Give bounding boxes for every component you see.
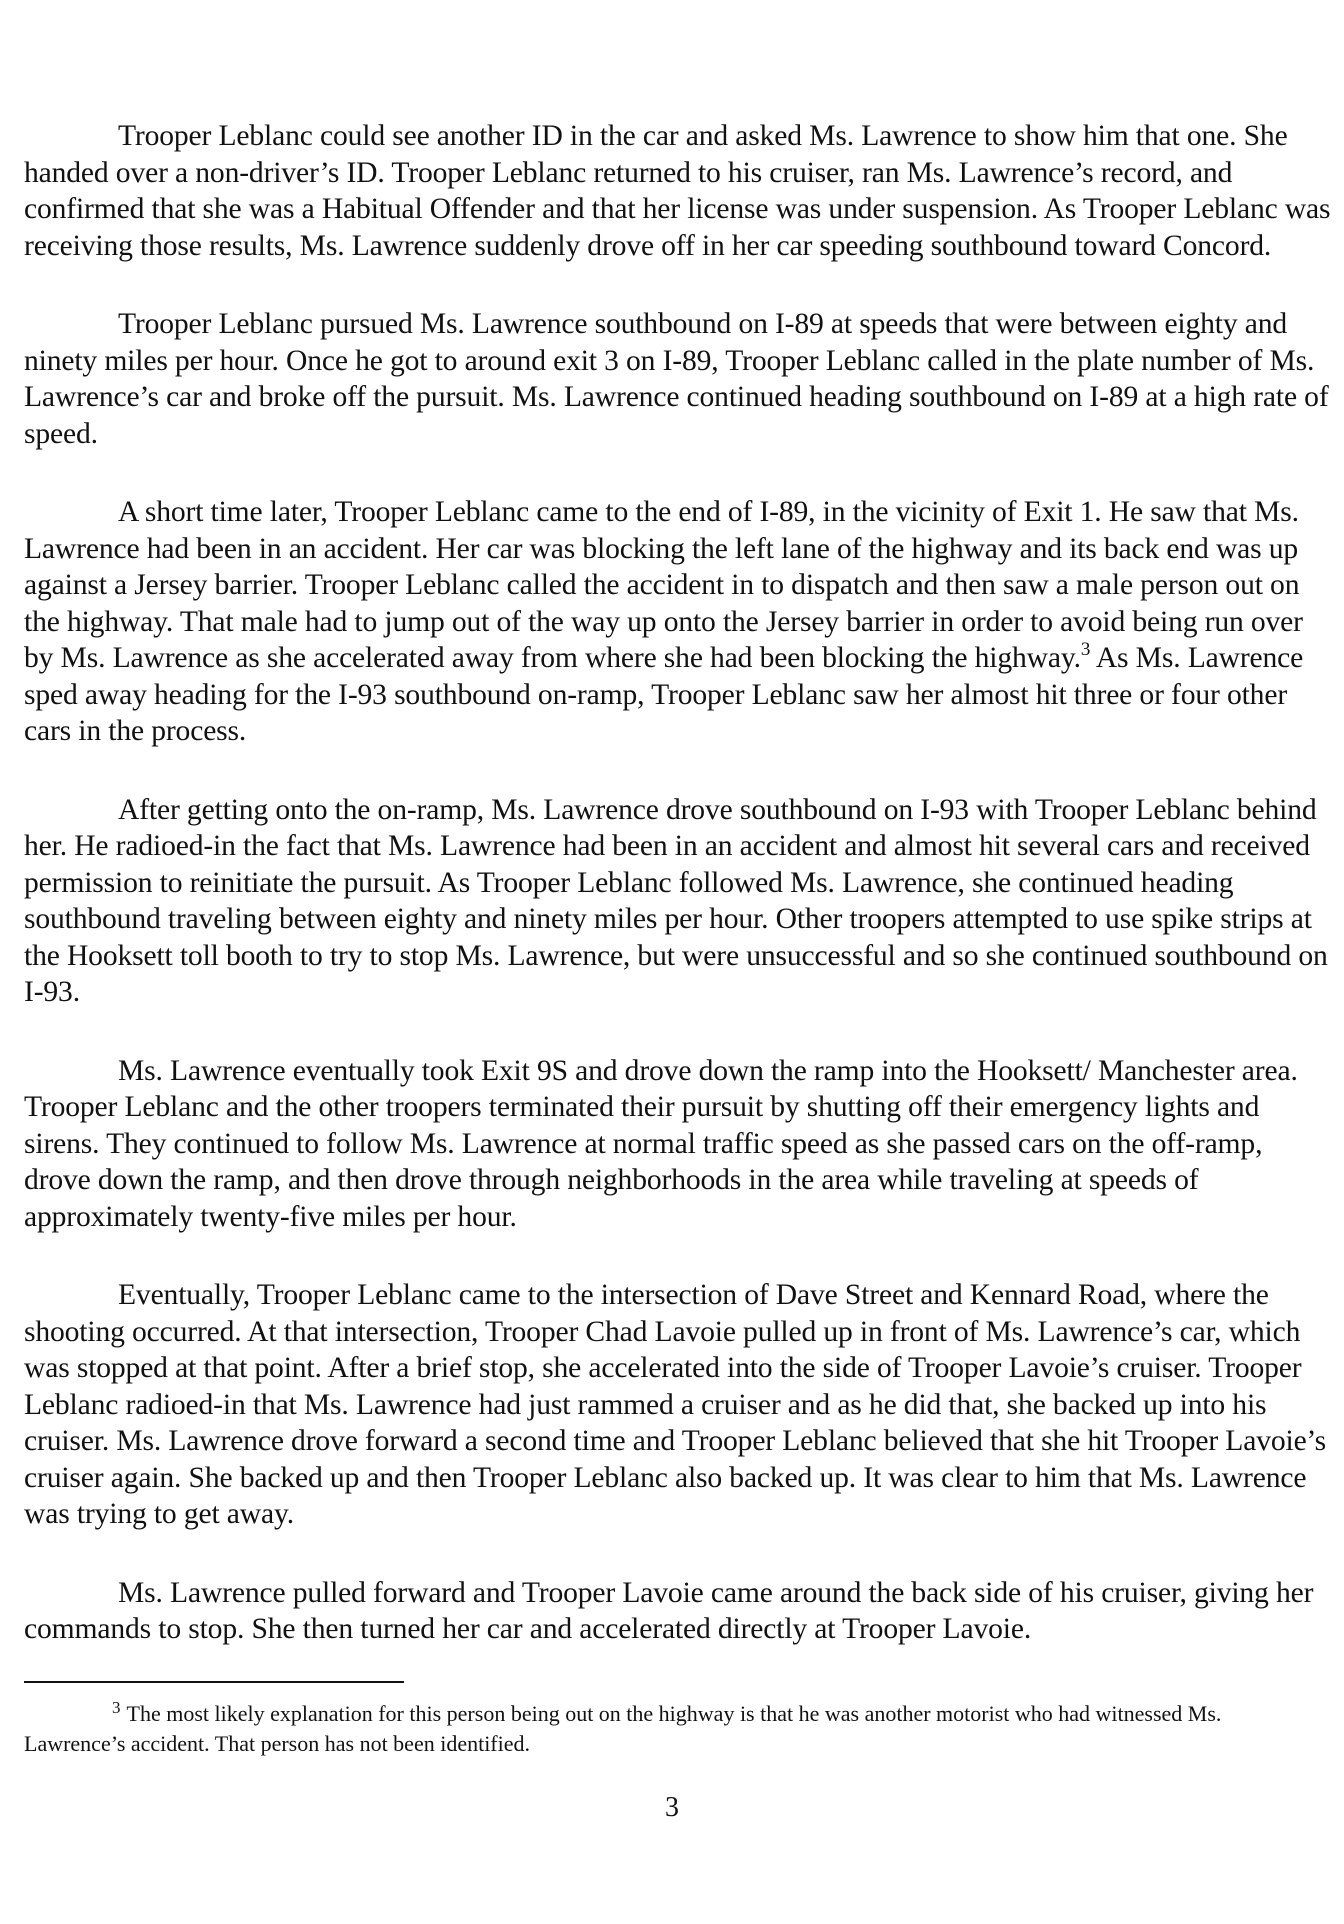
paragraph — [24, 1053, 1334, 1236]
footnote — [24, 1699, 1324, 1759]
paragraph-text: Ms. Lawrence eventually took Exit 9S and drove down the ramp into the Hooksett/ Manchester area. Trooper Leblanc and the other troopers terminated their pursuit by shutting off their emergency lights and sirens. They continued to follow Ms. Lawrence at normal traffic speed as she passed cars on the off-ramp, drove down the ramp, and then drove through neighborhoods in the area while traveling at speeds of approximately twenty-five miles per hour. — [24, 1054, 1298, 1233]
paragraph — [24, 118, 1334, 264]
footnote-reference[interactable]: 3 — [1080, 639, 1091, 660]
paragraph-text: Trooper Leblanc pursued Ms. Lawrence southbound on I-89 at speeds that were between eighty and ninety miles per hour. Once he got to around exit 3 on I-89, Trooper Leblanc called in the plate number of Ms. Lawrence’s car and broke off the pursuit. Ms. Lawrence continued heading southbound on I-89 at a high rate of speed. — [24, 308, 1329, 450]
paragraph-text: Trooper Leblanc could see another ID in the car and asked Ms. Lawrence to show him that one. She handed over a non-driver’s ID. Trooper Leblanc returned to his cruiser, ran Ms. Lawrence’s record, and confirmed that she was a Habitual Offender and that her license was under suspension. As Trooper Leblanc was receiving those results, Ms. Lawrence suddenly drove off in her car speeding southbound toward Concord. — [24, 120, 1331, 262]
footnote-number: 3 — [112, 1698, 121, 1717]
paragraph — [24, 1575, 1334, 1648]
paragraph-text: After getting onto the on-ramp, Ms. Lawrence drove southbound on I-93 with Trooper Leblanc behind her. He radioed-in the fact that Ms. Lawrence had been in an accident and almost hit several cars and received permission to reinitiate the pursuit. As Trooper Leblanc followed Ms. Lawrence, she continued heading southbound traveling between eighty and ninety miles per hour. Other troopers attempted to use spike strips at the Hooksett toll booth to try to stop Ms. Lawrence, but were unsuccessful and so she continued southbound on I-93. — [24, 793, 1328, 1008]
footnote-divider — [24, 1681, 404, 1683]
footnote-text: The most likely explanation for this person being out on the highway is that he was another motorist who had witnessed Ms. Lawrence’s accident. That person has not been identified. — [24, 1701, 1222, 1756]
paragraph-text: A short time later, Trooper Leblanc came to the end of I-89, in the vicinity of Exit 1. He saw that Ms. Lawrence had been in an accident. Her car was blocking the left lane of the highway and its back end was up against a Jersey barrier. Trooper Leblanc called the accident in to dispatch and then saw a male person out on the highway. That male had to jump out of the way up onto the Jersey barrier in order to avoid being run over by Ms. Lawrence as she accelerated away from where she had been blocking the highway. — [24, 496, 1303, 674]
paragraph-text: Ms. Lawrence pulled forward and Trooper Lavoie came around the back side of his cruiser, giving her commands to stop. She then turned her car and accelerated directly at Trooper Lavoie. — [24, 1576, 1314, 1645]
document-body — [24, 118, 1334, 1648]
paragraph — [24, 306, 1334, 452]
paragraph-text-continued: As Ms. Lawrence sped away heading for the I-93 southbound on-ramp, Trooper Leblanc saw her almost hit three or four other cars in the process. — [24, 642, 1304, 747]
paragraph-text: Eventually, Trooper Leblanc came to the intersection of Dave Street and Kennard Road, where the shooting occurred. At that intersection, Trooper Chad Lavoie pulled up in front of Ms. Lawrence’s car, which was stopped at that point. After a brief stop, she accelerated into the side of Trooper Lavoie’s cruiser. Trooper Leblanc radioed-in that Ms. Lawrence had just rammed a cruiser and as he did that, she backed up into his cruiser. Ms. Lawrence drove forward a second time and Trooper Leblanc believed that she hit Trooper Lavoie’s cruiser again. She backed up and then Trooper Leblanc also backed up. It was clear to him that Ms. Lawrence was trying to get away. — [24, 1279, 1326, 1530]
page-number: 3 — [665, 1792, 679, 1823]
paragraph — [24, 792, 1334, 1011]
paragraph — [24, 494, 1334, 750]
paragraph — [24, 1277, 1334, 1533]
